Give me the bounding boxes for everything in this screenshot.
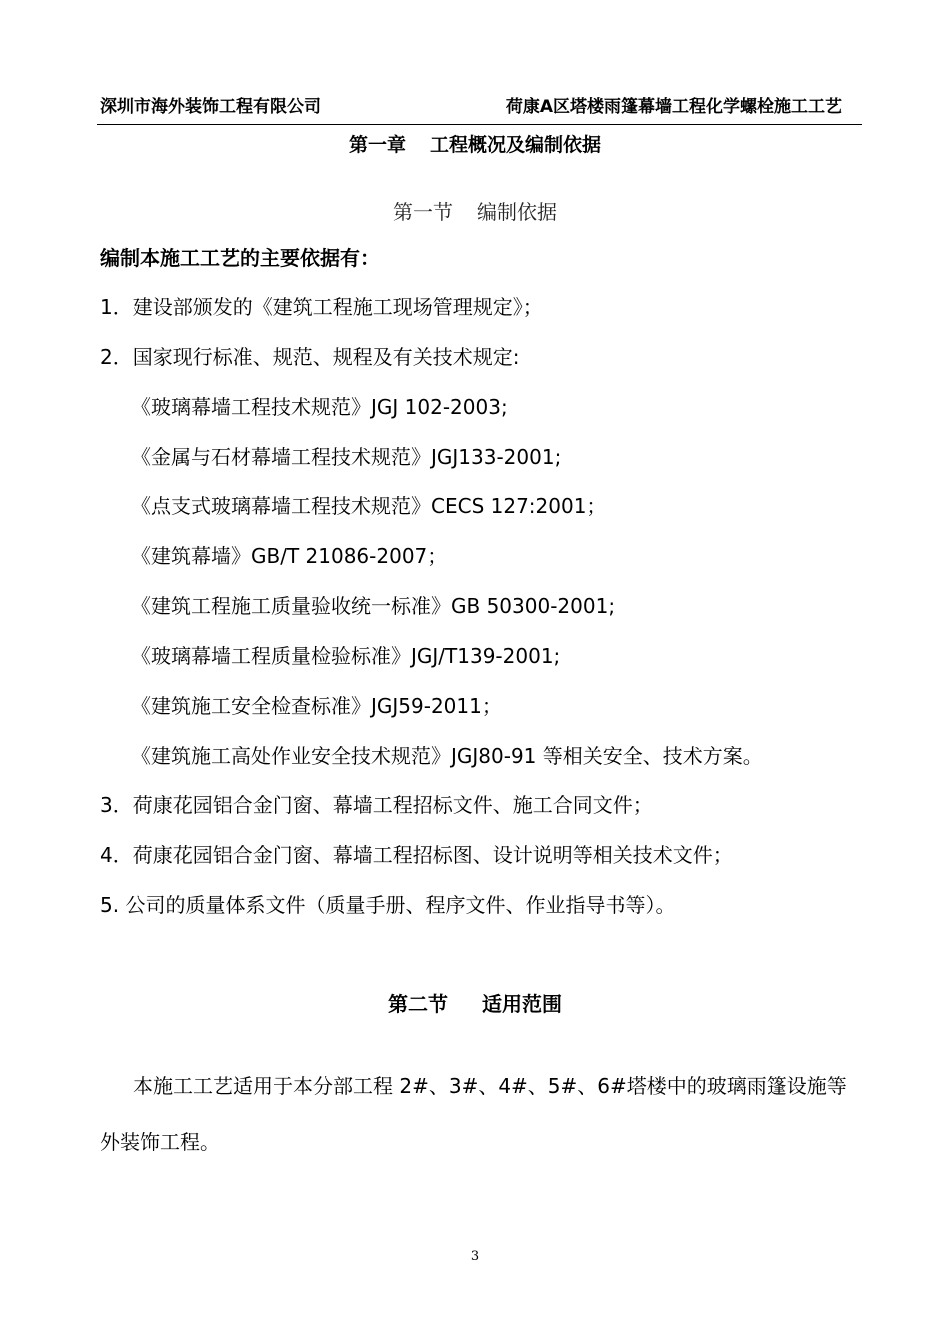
standard-item: 《点支式玻璃幕墙工程技术规范》CECS 127:2001； [131, 494, 607, 518]
basis-item-5: 5. 公司的质量体系文件（质量手册、程序文件、作业指导书等）。 [100, 893, 676, 917]
section1-name: 编制依据 [477, 200, 557, 224]
chapter-number: 第一章 [348, 134, 406, 156]
basis-item-2: 2．国家现行标准、规范、规程及有关技术规定: [100, 345, 520, 369]
header-project: 荷康A区塔楼雨篷幕墙工程化学螺栓施工工艺 [505, 97, 842, 117]
page-header [97, 88, 862, 125]
basis-item-3: 3．荷康花园铝合金门窗、幕墙工程招标文件、施工合同文件； [100, 793, 653, 817]
chapter-title [0, 130, 950, 157]
standard-item: 《金属与石材幕墙工程技术规范》JGJ133-2001; [131, 445, 562, 469]
section1-number: 第一节 [393, 200, 453, 224]
section2-number: 第二节 [388, 992, 448, 1016]
standard-item: 《建筑施工高处作业安全技术规范》JGJ80-91 等相关安全、技术方案。 [131, 744, 763, 768]
page-number: 3 [470, 1249, 480, 1264]
standard-item: 《建筑施工安全检查标准》JGJ59-2011； [131, 694, 502, 718]
basis-item-4: 4．荷康花园铝合金门窗、幕墙工程招标图、设计说明等相关技术文件； [100, 843, 733, 867]
scope-paragraph: 本施工工艺适用于本分部工程 2#、3#、4#、5#、6#塔楼中的玻璃雨篷设施等外装饰工程。 [100, 1074, 847, 1154]
header-company: 深圳市海外装饰工程有限公司 [100, 97, 321, 117]
standard-item: 《玻璃幕墙工程质量检验标准》JGJ/T139-2001; [131, 644, 561, 668]
standard-item: 《建筑幕墙》GB/T 21086-2007； [131, 544, 448, 568]
standard-item: 《玻璃幕墙工程技术规范》JGJ 102-2003; [131, 395, 508, 419]
chapter-name: 工程概况及编制依据 [430, 134, 602, 156]
section2-name: 适用范围 [482, 992, 562, 1016]
basis-item-1: 1．建设部颁发的《建筑工程施工现场管理规定》； [100, 295, 543, 319]
standard-item: 《建筑工程施工质量验收统一标准》GB 50300-2001; [131, 594, 616, 618]
section1-title [0, 196, 950, 225]
basis-intro: 编制本施工工艺的主要依据有： [100, 246, 380, 270]
section2-title [0, 988, 950, 1017]
